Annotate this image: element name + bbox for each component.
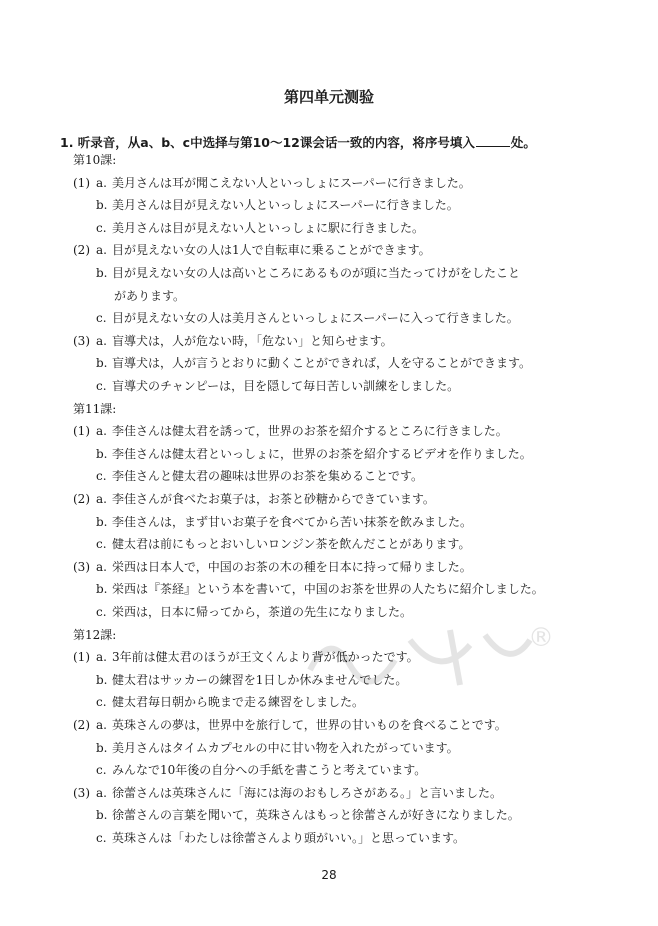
lesson-heading [73,152,116,168]
option-text: みんなで10年後の自分への手紙を書こうと考えています。 [112,763,427,778]
option-label: c. [96,311,107,326]
page-title: 第四单元测验 [283,88,374,106]
option-label: a. [96,175,107,190]
option-row [73,423,508,439]
option-text: 英珠さんは「わたしは徐蕾さんより頭がいい。」と思っています。 [112,831,466,845]
option-text: 目が見えない女の人は1人で自転車に乗ることができます。 [112,243,431,258]
option-label: b. [96,198,108,213]
option-label: c. [96,763,107,778]
item-number: (3) [73,785,90,800]
option-row [73,559,472,575]
option-row [96,514,472,530]
option-text: 栄西は日本人で，中国のお茶の木の種を日本に持って帰りました。 [112,559,472,574]
option-label: c. [96,469,107,484]
option-text: 3年前は健太君のほうが王文くんより背が低かったです。 [112,650,419,665]
lesson-label: 第11課: [73,401,117,416]
option-text: 徐蕾さんの言葉を聞いて，英珠さんはもっと徐蕾さんが好きになりました。 [112,808,520,823]
option-label: b. [96,740,108,755]
lesson-label: 第12課: [73,627,117,642]
option-row [96,536,470,552]
option-row [73,717,507,733]
option-text: 李佳さんは健太君を誘って，世界のお茶を紹介するところに行きました。 [112,424,508,439]
option-label: a. [96,559,107,574]
option-text: 美月さんは目が見えない人といっしょにスーパーに行きました。 [112,198,459,213]
option-label: c. [96,379,107,393]
option-label: c. [96,605,107,619]
option-label: b. [96,514,108,529]
option-text: 目が見えない女の人は高いところにあるものが頭に当たってけがをしたこと [112,266,521,280]
option-text: 健太君はサッカーの練習を1日しか休みませんでした。 [112,672,408,687]
item-number: (1) [73,424,90,439]
option-row [73,242,431,258]
option-text: 李佳さんは健太君といっしょに，世界のお茶を紹介するビデオを作りました。 [112,446,532,461]
option-text: 健太君毎日朝から晩まで走る練習をしました。 [112,695,365,710]
option-text-continued: があります。 [114,288,186,303]
option-row [96,378,459,394]
lesson-heading [73,627,116,643]
option-row [96,265,520,281]
option-row [96,830,465,846]
item-number: (3) [73,559,90,574]
question-heading [60,133,536,151]
item-number: (3) [73,333,90,348]
option-row [73,491,435,507]
question-prefix: 1. 听录音，从a、b、c中选择与第10～12课会话一致的内容，将序号填入 [60,135,475,150]
option-text: 盲導犬のチャンピーは，目を隠して毎日苦しい訓練をしました。 [112,379,460,393]
item-number: (2) [73,243,90,258]
option-text: 徐蕾さんは英珠さんに「海には海のおもしろさがある。」と言いました。 [112,785,503,800]
option-text: 美月さんは耳が聞こえない人といっしょにスーパーに行きました。 [112,175,471,190]
option-text: 美月さんは目が見えない人といっしょに駅に行きました。 [112,220,425,235]
option-label: a. [96,718,107,732]
option-text: 健太君は前にもっとおいしいロンジン茶を飲んだことがあります。 [112,537,471,552]
publisher-watermark [300,610,560,700]
option-label: c. [96,220,107,235]
option-row [73,785,502,801]
option-label: b. [96,672,108,687]
page-number: 28 [321,868,337,882]
item-number: (2) [73,492,90,506]
option-row [96,220,424,236]
option-row [96,197,459,213]
option-label: c. [96,537,107,552]
option-label: a. [96,785,107,800]
option-row [96,468,423,484]
registered-mark: ® [528,623,554,653]
item-number: (2) [73,718,90,732]
option-label: a. [96,492,107,506]
option-text: 李佳さんは，まず甘いお菓子を食べてから苦い抹茶を飲みました。 [112,514,473,529]
option-text: 栄西は，日本に帰ってから，茶道の先生になりました。 [112,605,413,619]
lesson-label: 第10課: [73,153,117,167]
option-row [96,310,519,326]
option-text: 目が見えない女の人は美月さんといっしょにスーパーに入って行きました。 [112,311,519,326]
option-label: a. [96,243,107,258]
option-label: c. [96,695,107,710]
option-label: b. [96,582,108,597]
item-number: (1) [73,175,90,190]
option-text: 李佳さんと健太君の趣味は世界のお茶を集めることです。 [112,469,424,484]
option-text: 英珠さんの夢は，世界中を旅行して，世界の甘いものを食べることです。 [112,718,507,732]
option-label: b. [96,266,108,280]
option-row [96,581,544,597]
lesson-heading [73,401,116,417]
option-label: c. [96,831,107,845]
option-label: a. [96,424,107,439]
question-suffix: 处。 [510,135,536,150]
item-number: (1) [73,650,90,665]
option-row [96,762,426,778]
option-text: 李佳さんが食べたお菓子は，お茶と砂糖からできています。 [112,492,435,506]
option-label: b. [96,446,108,461]
option-text: 盲導犬は，人が言うとおりに動くことができれば，人を守ることができます。 [112,356,532,371]
option-label: a. [96,333,107,348]
option-label: b. [96,356,108,371]
option-text: 栄西は『茶経』という本を書いて，中国のお茶を世界の人たちに紹介しました。 [112,582,544,597]
answer-blank [476,134,510,147]
option-row [73,175,471,191]
option-row [96,807,520,823]
option-label: b. [96,808,108,823]
option-row [73,333,393,349]
option-continuation [114,288,185,304]
option-text: 盲導犬は，人が危ない時，「危ない」と知らせます。 [112,333,393,348]
option-text: 美月さんはタイムカプセルの中に甘い物を入れたがっています。 [112,740,459,755]
option-row [96,446,532,462]
option-row [96,740,459,756]
option-row [96,355,531,371]
option-label: a. [96,650,107,665]
